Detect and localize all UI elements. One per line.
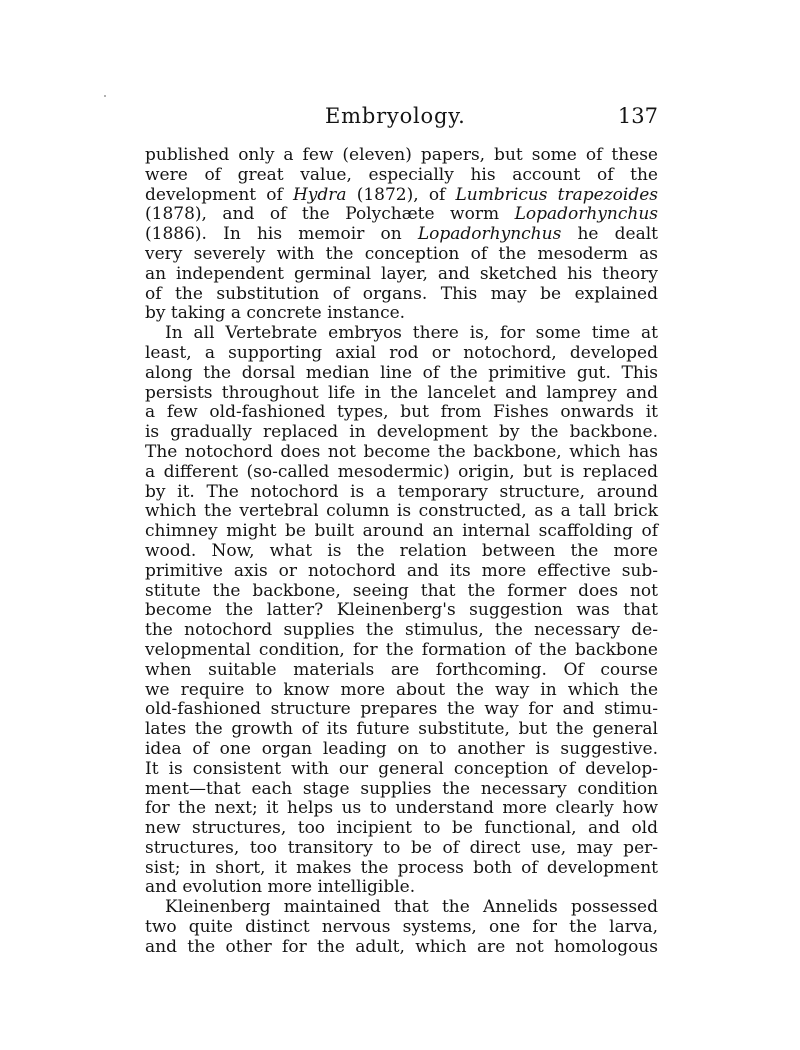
text-line: two quite distinct nervous systems, one for the larva,	[145, 917, 658, 938]
text-line: (1886). In his memoir on Lopadorhynchus he dealt	[145, 224, 658, 245]
text-line: idea of one organ leading on to another is suggestive.	[145, 738, 658, 759]
text-line: by it. The notochord is a temporary structure, around	[145, 481, 658, 502]
text-line: which the vertebral column is constructed, as a tall brick	[145, 501, 658, 522]
text-line: stitute the backbone, seeing that the former does not	[145, 580, 658, 601]
text-line: and evolution more intelligible.	[145, 877, 416, 898]
text-line: is gradually replaced in development by the backbone.	[145, 422, 658, 443]
text-line: The notochord does not become the backbone, which has	[145, 441, 658, 462]
body-text	[145, 146, 658, 958]
text-line: by taking a concrete instance.	[145, 303, 406, 324]
text-line: least, a supporting axial rod or notochord, developed	[145, 342, 658, 363]
text-line: lates the growth of its future substitute, but the general	[145, 719, 658, 740]
text-line: the notochord supplies the stimulus, the necessary de-	[145, 620, 658, 641]
text-line: chimney might be built around an internal scaffolding of	[145, 521, 658, 542]
text-line: In all Vertebrate embryos there is, for some time at	[165, 323, 658, 344]
page-header	[145, 104, 658, 134]
text-line: an independent germinal layer, and sketched his theory	[145, 263, 658, 284]
text-line: structures, too transitory to be of direct use, may per-	[145, 837, 658, 858]
text-line: (1878), and of the Polychæte worm Lopadorhynchus	[145, 204, 658, 225]
page-number: 137	[617, 104, 658, 128]
text-line: ment—that each stage supplies the necessary condition	[145, 778, 658, 799]
text-line: very severely with the conception of the mesoderm as	[145, 243, 658, 264]
text-line: It is consistent with our general conception of develop-	[145, 758, 658, 779]
running-title: Embryology.	[325, 104, 466, 128]
text-line: for the next; it helps us to understand more clearly how	[145, 798, 658, 819]
text-line: new structures, too incipient to be functional, and old	[145, 818, 658, 839]
text-line: were of great value, especially his account of the	[145, 164, 658, 185]
text-line: development of Hydra (1872), of Lumbricus trapezoides	[145, 184, 659, 205]
scan-speck	[104, 95, 106, 97]
text-line: along the dorsal median line of the primitive gut. This	[145, 362, 658, 383]
text-line: we require to know more about the way in which the	[145, 679, 658, 700]
text-line: published only a few (eleven) papers, but some of these	[145, 145, 658, 165]
text-line: of the substitution of organs. This may be explained	[145, 283, 658, 304]
text-line: wood. Now, what is the relation between the more	[145, 540, 658, 561]
text-line: become the latter? Kleinenberg's suggestion was that	[145, 600, 658, 621]
text-line: when suitable materials are forthcoming. Of course	[145, 659, 658, 680]
text-line: Kleinenberg maintained that the Annelids possessed	[165, 897, 658, 918]
text-line: a few old-fashioned types, but from Fishes onwards it	[145, 402, 658, 423]
text-line: and the other for the adult, which are not homologous	[145, 936, 658, 957]
text-line: persists throughout life in the lancelet and lamprey and	[145, 382, 658, 403]
text-line: a different (so-called mesodermic) origin, but is replaced	[145, 461, 658, 482]
text-line: old-fashioned structure prepares the way for and stimu-	[145, 699, 658, 720]
text-line: velopmental condition, for the formation of the backbone	[145, 639, 658, 660]
text-line: primitive axis or notochord and its more effective sub-	[145, 560, 658, 581]
text-line: sist; in short, it makes the process both of development	[145, 857, 658, 878]
